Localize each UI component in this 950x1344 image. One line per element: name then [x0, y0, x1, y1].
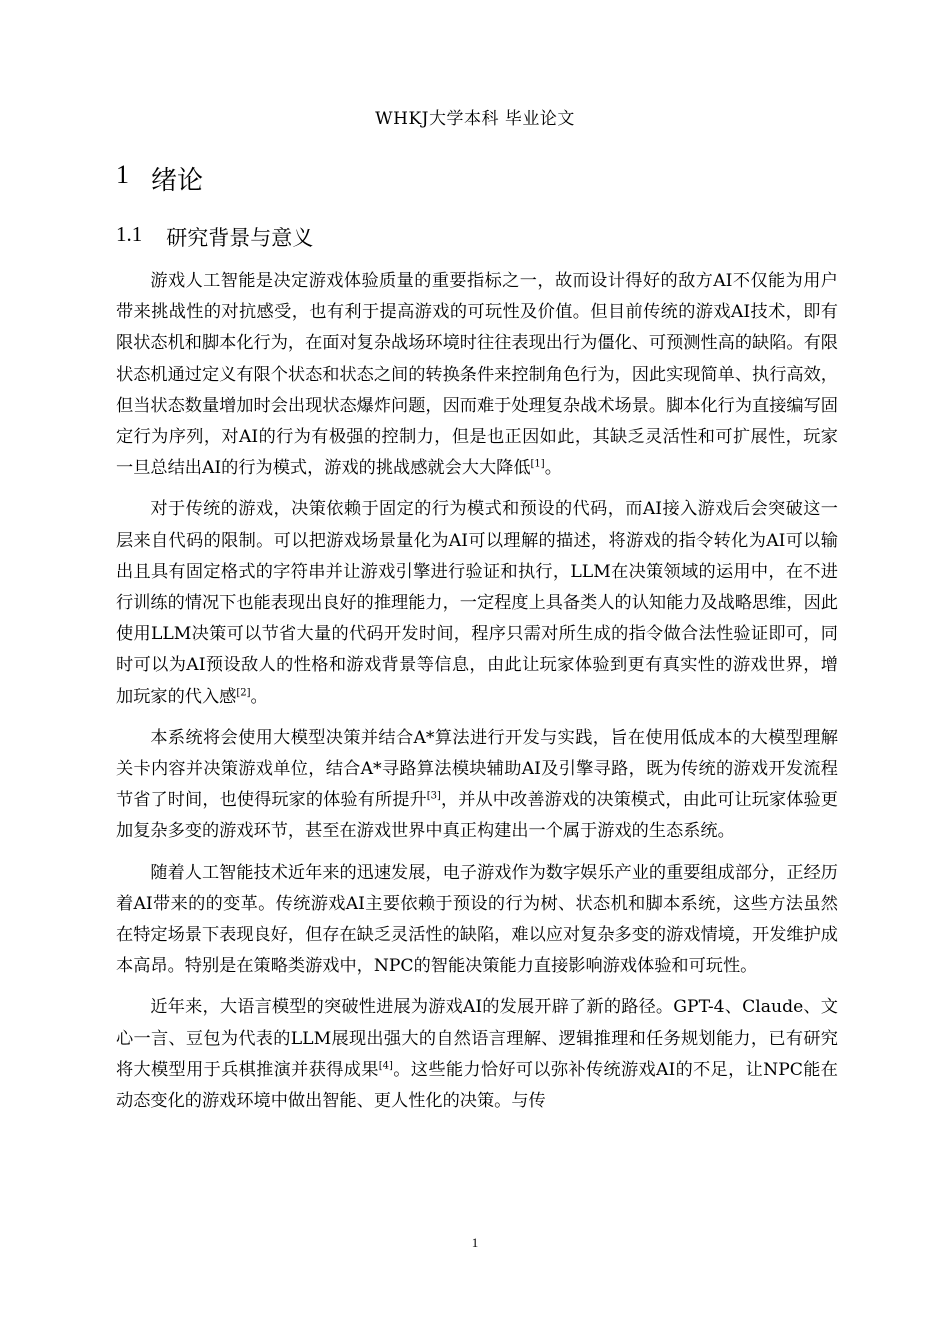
paragraph-text: 随着人工智能技术近年来的迅速发展，电子游戏作为数字娱乐产业的重要组成部分，正经历着AI带来的的变革。传统游戏AI主要依赖于预设的行为树、状态机和脚本系统，这些方法虽然在特定场景下表现良好，但存在缺乏灵活性的缺陷，难以应对复杂多变的游戏情境，开发维护成本高昂。特别是在策略类游戏中，NPC的智能决策能力直接影响游戏体验和可玩性。 — [116, 862, 838, 977]
paragraph — [116, 723, 838, 848]
body-text — [116, 266, 838, 1127]
chapter-number: 1 — [116, 160, 129, 189]
paragraph-tail: 。 — [250, 686, 268, 707]
paragraph-tail: 。这些能力恰好可以弥补传统游戏AI的不足，让NPC能在动态变化的游戏环境中做出智能、更人性化的决策。与传 — [116, 1059, 838, 1112]
paragraph — [116, 858, 838, 983]
paragraph — [116, 992, 838, 1117]
section-number: 1.1 — [116, 222, 143, 246]
citation: [4] — [378, 1060, 393, 1072]
citation: [2] — [236, 686, 251, 698]
citation: [1] — [530, 458, 545, 470]
section-title: 研究背景与意义 — [166, 226, 314, 250]
paragraph — [116, 494, 838, 712]
paragraph-text: 游戏人工智能是决定游戏体验质量的重要指标之一，故而设计得好的敌方AI不仅能为用户带来挑战性的对抗感受，也有利于提高游戏的可玩性及价值。但目前传统的游戏AI技术，即有限状态机和脚本化行为，在面对复杂战场环境时往往表现出行为僵化、可预测性高的缺陷。有限状态机通过定义有限个状态和状态之间的转换条件来控制角色行为，因此实现简单、执行高效，但当状态数量增加时会出现状态爆炸问题，因而难于处理复杂战术场景。脚本化行为直接编写固定行为序列，对AI的行为有极强的控制力，但是也正因如此，其缺乏灵活性和可扩展性，玩家一旦总结出AI的行为模式，游戏的挑战感就会大大降低 — [116, 271, 838, 479]
paragraph-tail: 。 — [544, 458, 562, 479]
paragraph-text: 近年来，大语言模型的突破性进展为游戏AI的发展开辟了新的路径。GPT-4、Claude、文心一言、豆包为代表的LLM展现出强大的自然语言理解、逻辑推理和任务规划能力，已有研究将大模型用于兵棋推演并获得成果 — [116, 997, 838, 1080]
paragraph-tail: ，并从中改善游戏的决策模式，由此可让玩家体验更加复杂多变的游戏环节，甚至在游戏世界中真正构建出一个属于游戏的生态系统。 — [116, 790, 838, 842]
paragraph-text: 对于传统的游戏，决策依赖于固定的行为模式和预设的代码，而AI接入游戏后会突破这一层来自代码的限制。可以把游戏场景量化为AI可以理解的描述，将游戏的指令转化为AI可以输出且具有固定格式的字符串并让游戏引擎进行验证和执行，LLM在决策领域的运用中，在不进行训练的情况下也能表现出良好的推理能力，一定程度上具备类人的认知能力及战略思维，因此使用LLM决策可以节省大量的代码开发时间，程序只需对所生成的指令做合法性验证即可，同时可以为AI预设敌人的性格和游戏背景等信息，由此让玩家体验到更有真实性的游戏世界，增加玩家的代入感 — [116, 499, 838, 707]
section-heading — [116, 222, 313, 252]
paragraph-text: 本系统将会使用大模型决策并结合A*算法进行开发与实践，旨在使用低成本的大模型理解关卡内容并决策游戏单位，结合A*寻路算法模块辅助AI及引擎寻路，既为传统的游戏开发流程节省了时间，也使得玩家的体验有所提升 — [116, 727, 838, 811]
chapter-heading — [116, 160, 203, 197]
page-number: 1 — [471, 1235, 479, 1250]
paragraph — [116, 266, 838, 484]
chapter-title: 绪论 — [151, 166, 204, 196]
running-header: WHKJ大学本科 毕业论文 — [375, 109, 575, 129]
citation: [3] — [426, 790, 441, 802]
